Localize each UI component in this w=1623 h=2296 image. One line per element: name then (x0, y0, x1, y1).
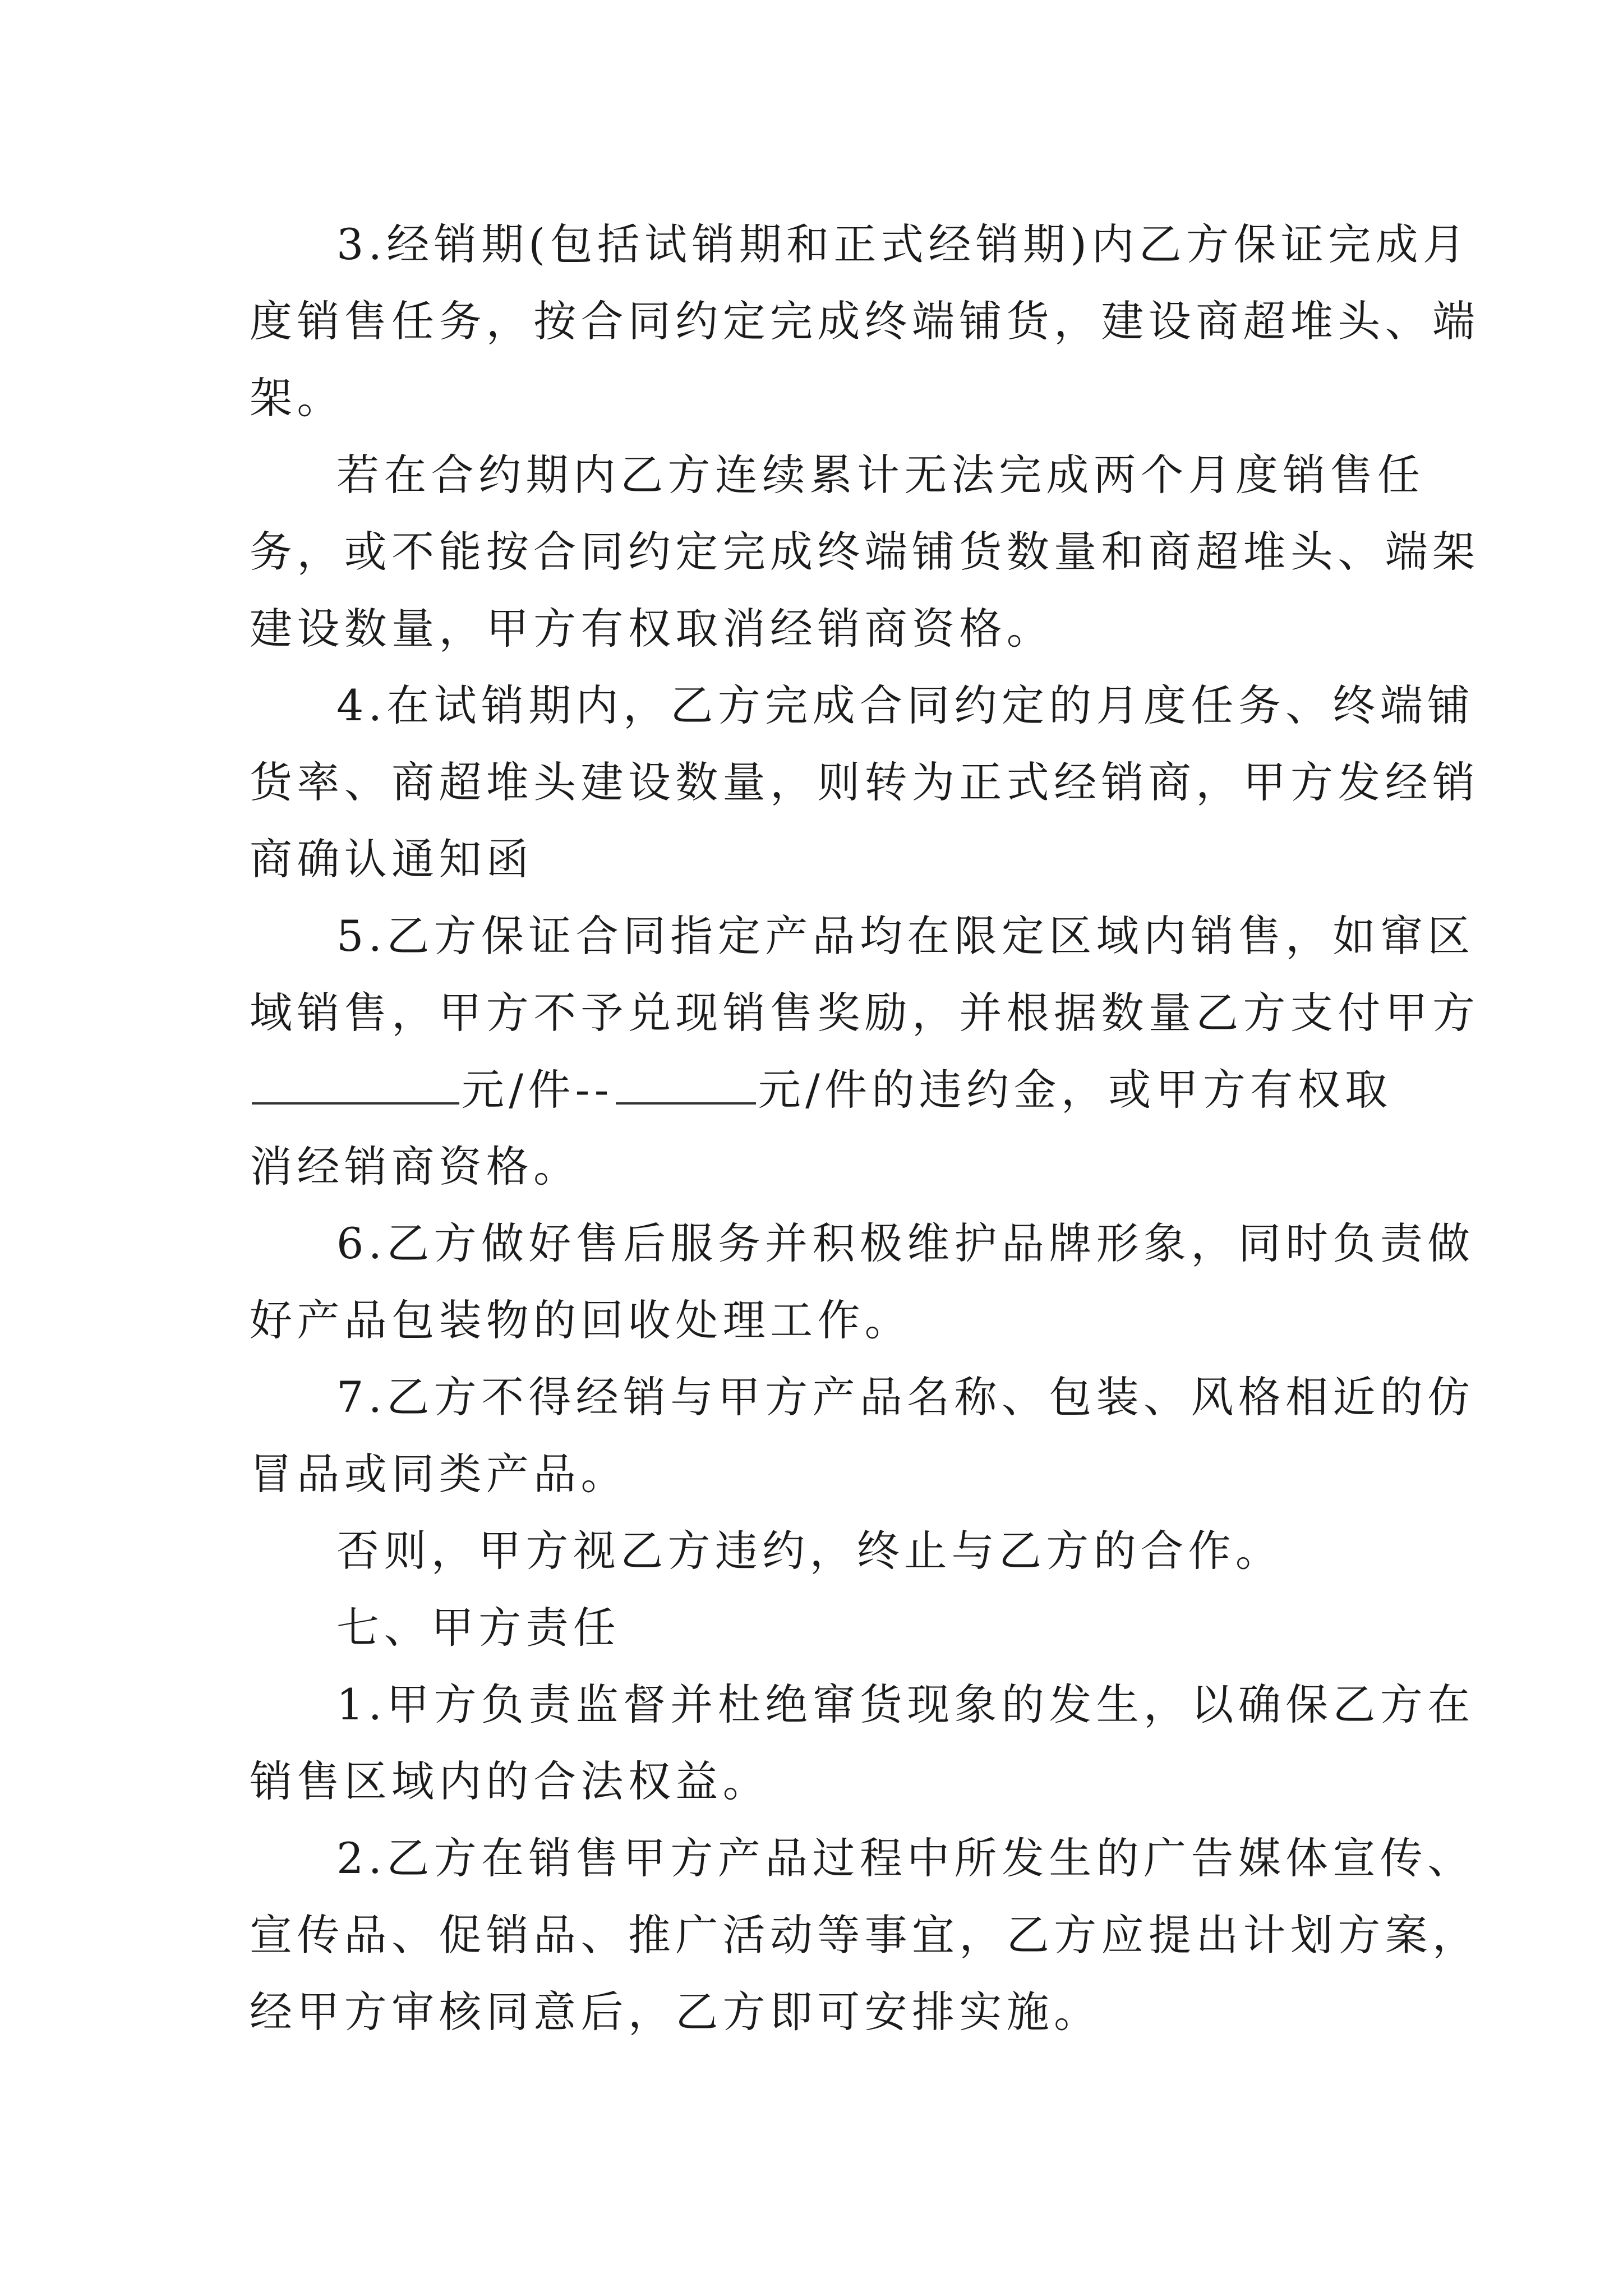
clause-3-note-line-3: 建设数量，甲方有权取消经销商资格。 (250, 604, 1054, 654)
clause-7-line-1: 7.乙方不得经销与甲方产品名称、包装、风格相近的仿 (336, 1372, 1475, 1422)
section-heading: 七、甲方责任 (336, 1603, 621, 1653)
clause-3-note-line-1: 若在合约期内乙方连续累计无法完成两个月度销售任 (336, 450, 1425, 500)
clause-4-line-2: 货率、商超堆头建设数量，则转为正式经销商，甲方发经销 (250, 757, 1480, 807)
clause-7-line-2: 冒品或同类产品。 (250, 1449, 628, 1499)
clause-6-line-2: 好产品包装物的回收处理工作。 (250, 1295, 912, 1345)
clause-3-note-line-2: 务，或不能按合同约定完成终端铺货数量和商超堆头、端架 (250, 527, 1480, 577)
party-a-clause-2-line-3: 经甲方审核同意后，乙方即可安排实施。 (250, 1987, 1101, 2037)
amount-blank-2 (616, 1099, 756, 1105)
clause-4-line-3: 商确认通知函 (250, 834, 534, 884)
party-a-clause-1-line-1: 1.甲方负责监督并杜绝窜货现象的发生，以确保乙方在 (336, 1680, 1475, 1729)
clause-3-line-3: 架。 (250, 373, 344, 423)
party-a-clause-2-line-1: 2.乙方在销售甲方产品过程中所发生的广告媒体宣传、 (336, 1833, 1475, 1883)
clause-5-penalty-line (250, 1065, 1393, 1115)
clause-7-note: 否则，甲方视乙方违约，终止与乙方的合作。 (336, 1526, 1283, 1576)
penalty-unit-2: 元/件的违约金，或甲方有权取 (758, 1065, 1393, 1115)
party-a-clause-1-line-2: 销售区域内的合法权益。 (250, 1756, 770, 1806)
penalty-unit-1: 元/件-- (462, 1065, 614, 1115)
clause-6-line-1: 6.乙方做好售后服务并积极维护品牌形象，同时负责做 (336, 1218, 1475, 1268)
party-a-clause-2-line-2: 宣传品、促销品、推广活动等事宜，乙方应提出计划方案， (250, 1910, 1480, 1960)
clause-5-line-1: 5.乙方保证合同指定产品均在限定区域内销售，如窜区 (336, 911, 1475, 961)
amount-blank-1 (252, 1099, 459, 1105)
clause-3-line-1: 3.经销期(包括试销期和正式经销期)内乙方保证完成月 (336, 219, 1470, 269)
clause-4-line-1: 4.在试销期内，乙方完成合同约定的月度任务、终端铺 (336, 680, 1475, 730)
clause-5-line-4: 消经销商资格。 (250, 1142, 581, 1191)
clause-5-line-2: 域销售，甲方不予兑现销售奖励，并根据数量乙方支付甲方 (250, 988, 1480, 1038)
clause-3-line-2: 度销售任务，按合同约定完成终端铺货，建设商超堆头、端 (250, 296, 1480, 346)
